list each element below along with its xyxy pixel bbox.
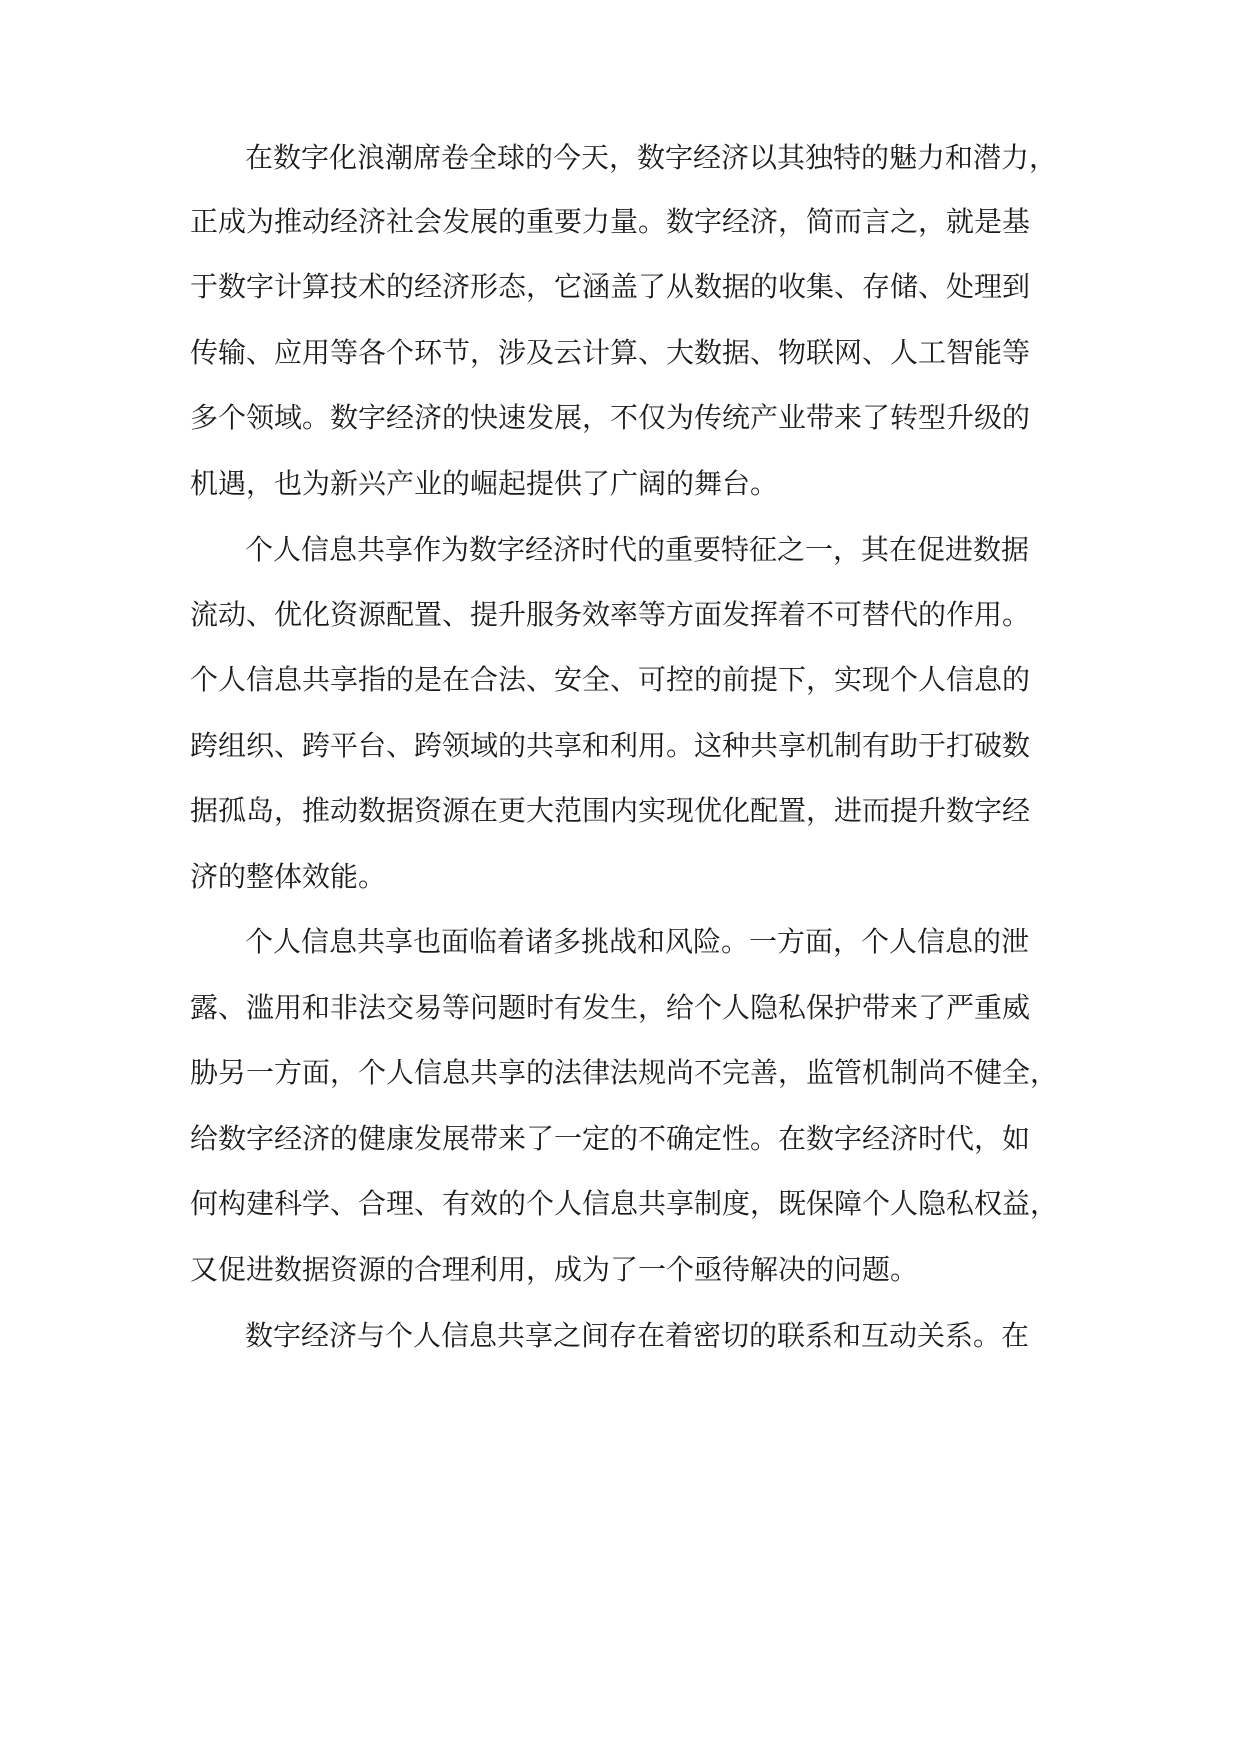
paragraph-2-line-3: 个人信息共享指的是在合法、安全、可控的前提下，实现个人信息的	[190, 663, 1031, 696]
paragraph-3-line-1: 个人信息共享也面临着诸多挑战和风险。一方面，个人信息的泄	[245, 925, 1030, 958]
paragraph-2-line-6: 济的整体效能。	[190, 860, 387, 893]
paragraph-2-line-4: 跨组织、跨平台、跨领域的共享和利用。这种共享机制有助于打破数	[190, 729, 1031, 762]
paragraph-3-line-6: 又促进数据资源的合理利用，成为了一个亟待解决的问题。	[190, 1253, 919, 1286]
paragraph-1-line-5: 多个领域。数字经济的快速发展，不仅为传统产业带来了转型升级的	[190, 401, 1031, 434]
paragraph-1-line-3: 于数字计算技术的经济形态，它涵盖了从数据的收集、存储、处理到	[190, 270, 1031, 303]
paragraph-3-line-3: 胁另一方面，个人信息共享的法律法规尚不完善，监管机制尚不健全，	[190, 1056, 1059, 1089]
paragraph-2-line-1: 个人信息共享作为数字经济时代的重要特征之一，其在促进数据	[245, 533, 1030, 566]
paragraph-3-line-4: 给数字经济的健康发展带来了一定的不确定性。在数字经济时代，如	[190, 1122, 1031, 1155]
paragraph-2-line-2: 流动、优化资源配置、提升服务效率等方面发挥着不可替代的作用。	[190, 598, 1031, 631]
paragraph-1-line-1: 在数字化浪潮席卷全球的今天，数字经济以其独特的魅力和潜力，	[245, 141, 1058, 174]
paragraph-4-line-1: 数字经济与个人信息共享之间存在着密切的联系和互动关系。在	[245, 1319, 1030, 1352]
paragraph-1-line-4: 传输、应用等各个环节，涉及云计算、大数据、物联网、人工智能等	[190, 336, 1031, 369]
paragraph-3-line-2: 露、滥用和非法交易等问题时有发生，给个人隐私保护带来了严重威	[190, 991, 1031, 1024]
paragraph-3-line-5: 何构建科学、合理、有效的个人信息共享制度，既保障个人隐私权益，	[190, 1187, 1059, 1220]
paragraph-2-line-5: 据孤岛，推动数据资源在更大范围内实现优化配置，进而提升数字经	[190, 794, 1031, 827]
paragraph-1-line-6: 机遇，也为新兴产业的崛起提供了广阔的舞台。	[190, 467, 779, 500]
paragraph-1-line-2: 正成为推动经济社会发展的重要力量。数字经济，简而言之，就是基	[190, 205, 1031, 238]
